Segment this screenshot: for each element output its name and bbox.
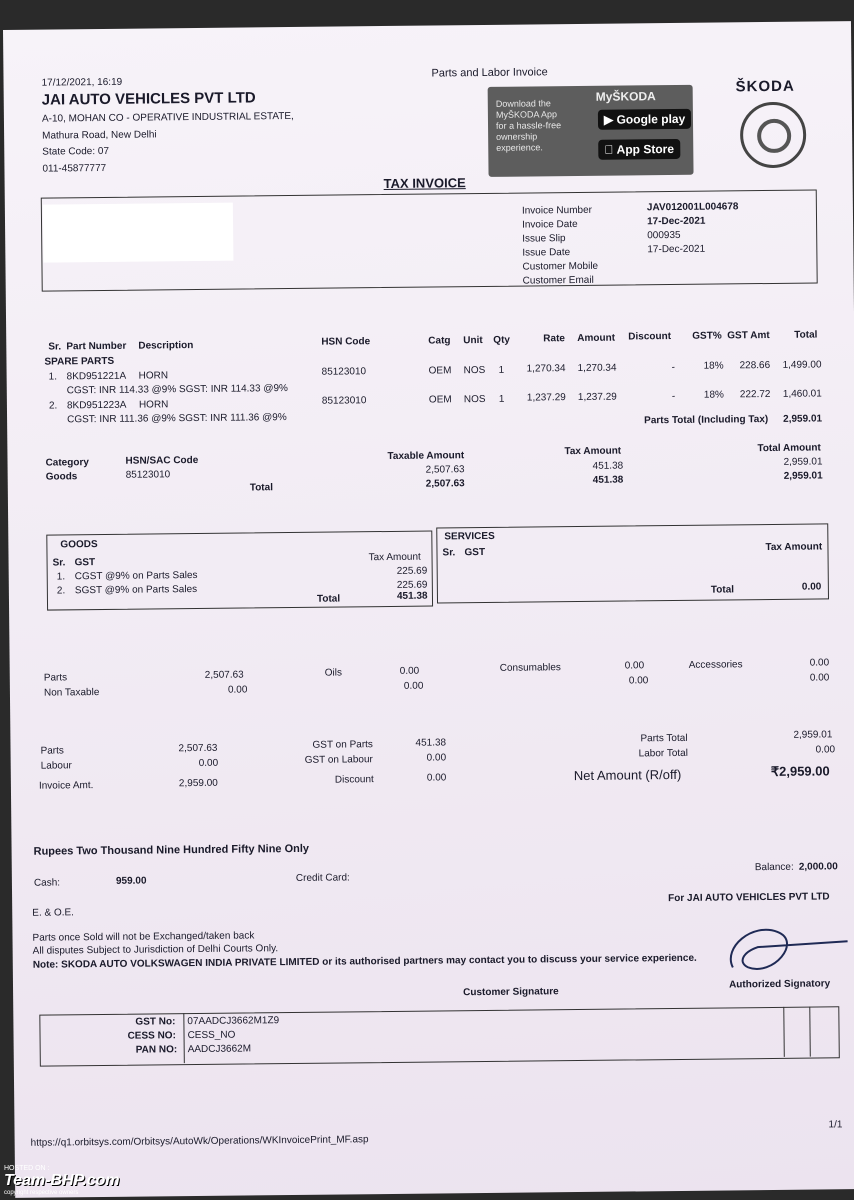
- app-promo-line-5: experience.: [496, 142, 543, 153]
- redacted-customer-info: [43, 203, 234, 263]
- item-catg: OEM: [428, 365, 452, 377]
- app-store-badge: [598, 139, 680, 160]
- col-gst-amt: GST Amt: [727, 329, 770, 342]
- totals-gst-parts-label: GST on Parts: [312, 739, 373, 751]
- services-col-gst: GST: [464, 546, 486, 559]
- parts-total-label: Parts Total (Including Tax): [644, 414, 769, 427]
- goods-row-label: CGST @9% on Parts Sales: [74, 569, 198, 583]
- watermark-copyright: copyright respective owners: [4, 1190, 79, 1196]
- for-company: For JAI AUTO VEHICLES PVT LTD: [668, 891, 830, 905]
- totals-discount-label: Discount: [334, 774, 374, 786]
- page-number: 1/1: [828, 1119, 843, 1131]
- item-hsn: 85123010: [321, 395, 367, 407]
- invoice-meta-values: [647, 200, 739, 257]
- item-unit: NOS: [463, 364, 486, 377]
- item-qty: 1: [498, 364, 505, 376]
- watermark-hosted: HOSTED ON :: [4, 1165, 50, 1172]
- item-gst-amt: 222.72: [739, 388, 771, 401]
- totals-parts-total-value: 2,959.01: [793, 729, 833, 741]
- breakup-oils-value-2: 0.00: [403, 680, 424, 692]
- totals-parts-total-label: Parts Total: [640, 732, 688, 745]
- item-hsn: 85123010: [321, 366, 367, 378]
- totals-parts-label: Parts: [40, 745, 64, 757]
- item-catg: OEM: [428, 394, 452, 406]
- terms-line-1: Parts once Sold will not be Exchanged/taken back: [32, 930, 255, 944]
- col-catg: Catg: [428, 335, 451, 347]
- goods-title: GOODS: [60, 539, 98, 551]
- company-address-1: A-10, MOHAN CO - OPERATIVE INDUSTRIAL ESTATE,: [41, 110, 294, 125]
- goods-total-value: 451.38: [396, 590, 428, 602]
- invoice-meta-labels: [522, 204, 598, 289]
- goods-col-gst: GST: [74, 557, 96, 569]
- col-part-number: Part Number: [66, 340, 127, 353]
- breakup-accessories-label: Accessories: [688, 659, 743, 671]
- col-sr: Sr.: [48, 341, 62, 353]
- issue-slip-label: Issue Slip: [522, 233, 566, 245]
- col-rate: Rate: [543, 333, 566, 345]
- google-play-badge: ▶ Google play: [598, 109, 691, 130]
- balance-label: Balance:: [754, 861, 794, 874]
- parts-total-value: 2,959.01: [783, 413, 823, 425]
- issue-slip-value: 000935: [647, 229, 681, 242]
- summary-taxable-total: 2,507.63: [425, 478, 465, 490]
- totals-labor-total-value: 0.00: [815, 744, 836, 756]
- cess-no-label: CESS NO:: [127, 1030, 176, 1042]
- col-unit: Unit: [463, 334, 483, 347]
- summary-total: 2,959.01: [783, 456, 823, 468]
- invoice-date-label: Invoice Date: [522, 218, 578, 231]
- goods-row-no: 2.: [56, 585, 66, 597]
- goods-row-label: SGST @9% on Parts Sales: [74, 583, 198, 597]
- goods-row-value: 225.69: [396, 579, 428, 591]
- signature-scribble: [712, 906, 853, 987]
- pan-no-label: PAN NO:: [135, 1044, 178, 1056]
- totals-invoice-amt-value: 2,959.00: [178, 777, 218, 790]
- item-qty: 1: [498, 393, 505, 405]
- customer-signature-label: Customer Signature: [463, 986, 559, 999]
- breakup-consumables-value: 0.00: [624, 660, 645, 672]
- col-discount: Discount: [628, 331, 672, 343]
- goods-row-value: 225.69: [396, 565, 428, 577]
- item-unit: NOS: [463, 393, 486, 406]
- breakup-nontaxable-value: 0.00: [227, 684, 248, 696]
- balance-value: 2,000.00: [798, 861, 838, 873]
- summary-col-total: Total Amount: [757, 442, 821, 455]
- item-discount: -: [671, 361, 675, 374]
- app-store-label: App Store: [604, 142, 662, 157]
- skoda-logo-icon: [740, 102, 807, 169]
- invoice-paper: [3, 21, 854, 1198]
- item-description: HORN: [138, 399, 169, 411]
- invoice-number-value: JAV012001L004678: [646, 201, 739, 214]
- item-no: 1.: [48, 371, 58, 383]
- app-promo-banner: [488, 85, 694, 177]
- col-hsn: HSN Code: [321, 336, 371, 348]
- summary-col-taxable: Taxable Amount: [387, 450, 465, 462]
- summary-taxable: 2,507.63: [425, 464, 465, 476]
- company-phone: 011-45877777: [42, 162, 107, 175]
- col-gst-percent: GST%: [692, 330, 722, 342]
- item-part-number: 8KD951221A: [66, 370, 127, 383]
- myskoda-logo: MyŠKODA: [595, 89, 656, 104]
- breakup-parts-value: 2,507.63: [204, 669, 244, 681]
- breakup-nontaxable-label: Non Taxable: [43, 687, 100, 699]
- services-gst-box: [436, 523, 829, 603]
- customer-email-label: Customer Email: [522, 274, 594, 287]
- totals-parts-value: 2,507.63: [178, 742, 218, 755]
- item-discount: -: [671, 390, 676, 403]
- summary-tax-total: 451.38: [592, 474, 624, 486]
- breakup-consumables-value-2: 0.00: [628, 675, 649, 687]
- tax-invoice-title: TAX INVOICE: [383, 175, 466, 192]
- app-promo-line-4: ownership: [496, 131, 538, 142]
- spare-parts-section: SPARE PARTS: [44, 355, 115, 368]
- net-amount-value: ₹2,959.00: [770, 763, 830, 779]
- customer-mobile-label: Customer Mobile: [522, 260, 599, 273]
- print-url: https://q1.orbitsys.com/Orbitsys/AutoWk/Operations/WKInvoicePrint_MF.asp: [30, 1134, 369, 1149]
- invoice-date-value: 17-Dec-2021: [646, 215, 706, 228]
- services-title: SERVICES: [444, 530, 495, 543]
- item-no: 2.: [48, 400, 58, 412]
- summary-hsn: 85123010: [125, 469, 171, 481]
- totals-gst-labour-label: GST on Labour: [304, 754, 373, 766]
- cash-value: 959.00: [115, 875, 147, 887]
- totals-labour-label: Labour: [40, 760, 72, 772]
- totals-gst-labour-value: 0.00: [426, 752, 447, 764]
- services-col-tax: Tax Amount: [765, 541, 823, 554]
- issue-date-value: 17-Dec-2021: [647, 243, 706, 256]
- item-gst-percent: 18%: [703, 389, 724, 401]
- invoice-number-label: Invoice Number: [521, 204, 593, 217]
- item-description: HORN: [138, 370, 169, 382]
- cash-label: Cash:: [33, 877, 61, 889]
- summary-grand-total: 2,959.01: [783, 470, 823, 482]
- net-amount-label: Net Amount (R/off): [573, 766, 682, 784]
- summary-col-hsn: HSN/SAC Code: [125, 454, 199, 467]
- goods-total-label: Total: [316, 593, 341, 605]
- document-type: Parts and Labor Invoice: [431, 66, 548, 80]
- item-gst-amt: 228.66: [739, 359, 771, 372]
- cess-no-value: CESS_NO: [187, 1029, 236, 1042]
- col-amount: Amount: [577, 332, 616, 345]
- company-address-2: Mathura Road, New Delhi: [42, 129, 157, 142]
- summary-category: Goods: [45, 471, 78, 483]
- breakup-accessories-value-2: 0.00: [809, 672, 830, 684]
- item-amount: 1,270.34: [577, 362, 617, 375]
- summary-total-label: Total: [249, 482, 274, 494]
- totals-labour-value: 0.00: [198, 757, 219, 769]
- totals-labor-total-label: Labor Total: [638, 747, 688, 760]
- col-description: Description: [138, 340, 194, 352]
- item-part-number: 8KD951223A: [66, 399, 127, 412]
- app-promo-line-3: for a hassle-free: [495, 120, 562, 131]
- service-note: Note: SKODA AUTO VOLKSWAGEN INDIA PRIVATE LIMITED or its authorised partners may contact you to discuss your service experience.: [32, 952, 697, 971]
- item-gst-percent: 18%: [703, 360, 724, 372]
- company-name: JAI AUTO VEHICLES PVT LTD: [41, 89, 256, 109]
- state-code: State Code: 07: [42, 145, 110, 158]
- gst-no-label: GST No:: [135, 1016, 176, 1028]
- summary-tax: 451.38: [592, 460, 624, 472]
- goods-col-tax: Tax Amount: [368, 551, 421, 564]
- item-tax-detail: CGST: INR 111.36 @9% SGST: INR 111.36 @9%: [67, 412, 287, 426]
- gst-no-value: 07AADCJ3662M1Z9: [187, 1015, 280, 1028]
- services-total-label: Total: [710, 584, 735, 596]
- issue-date-label: Issue Date: [522, 247, 571, 259]
- totals-gst-parts-value: 451.38: [415, 737, 447, 749]
- item-rate: 1,237.29: [526, 392, 566, 404]
- goods-col-sr: Sr.: [52, 557, 66, 569]
- eoe-text: E. & O.E.: [32, 907, 74, 919]
- totals-discount-value: 0.00: [426, 772, 447, 784]
- authorized-signatory-label: Authorized Signatory: [728, 978, 831, 991]
- print-datetime: 17/12/2021, 16:19: [41, 76, 123, 89]
- item-tax-detail: CGST: INR 114.33 @9% SGST: INR 114.33 @9%: [66, 383, 288, 397]
- skoda-wordmark: ŠKODA: [735, 77, 795, 96]
- breakup-accessories-value: 0.00: [809, 657, 830, 669]
- summary-col-category: Category: [45, 457, 89, 469]
- item-rate: 1,270.34: [526, 363, 566, 375]
- pan-no-value: AADCJ3662M: [187, 1043, 252, 1056]
- col-total: Total: [794, 329, 818, 341]
- credit-card-label: Credit Card:: [295, 872, 350, 884]
- app-promo-line-2: MyŠKODA App: [495, 109, 557, 120]
- item-amount: 1,237.29: [577, 391, 617, 403]
- breakup-consumables-label: Consumables: [499, 662, 561, 674]
- breakup-oils-label: Oils: [324, 667, 343, 679]
- col-qty: Qty: [493, 334, 511, 346]
- goods-row-no: 1.: [56, 571, 66, 583]
- services-total-value: 0.00: [801, 581, 822, 593]
- summary-col-tax: Tax Amount: [564, 445, 622, 458]
- terms-line-2: All disputes Subject to Jurisdiction of Delhi Courts Only.: [32, 943, 279, 957]
- app-promo-line-1: Download the: [495, 98, 551, 109]
- breakup-parts-label: Parts: [43, 672, 68, 684]
- totals-invoice-amt-label: Invoice Amt.: [38, 780, 94, 792]
- item-total: 1,460.01: [782, 388, 822, 400]
- watermark-logo: Team-BHP.com: [4, 1172, 120, 1189]
- google-play-label: Google play: [616, 111, 686, 127]
- breakup-oils-value: 0.00: [399, 665, 420, 677]
- item-total: 1,499.00: [782, 359, 822, 371]
- team-bhp-watermark: [4, 1165, 120, 1196]
- services-col-sr: Sr.: [442, 547, 456, 559]
- amount-in-words: Rupees Two Thousand Nine Hundred Fifty Nine Only: [33, 842, 310, 858]
